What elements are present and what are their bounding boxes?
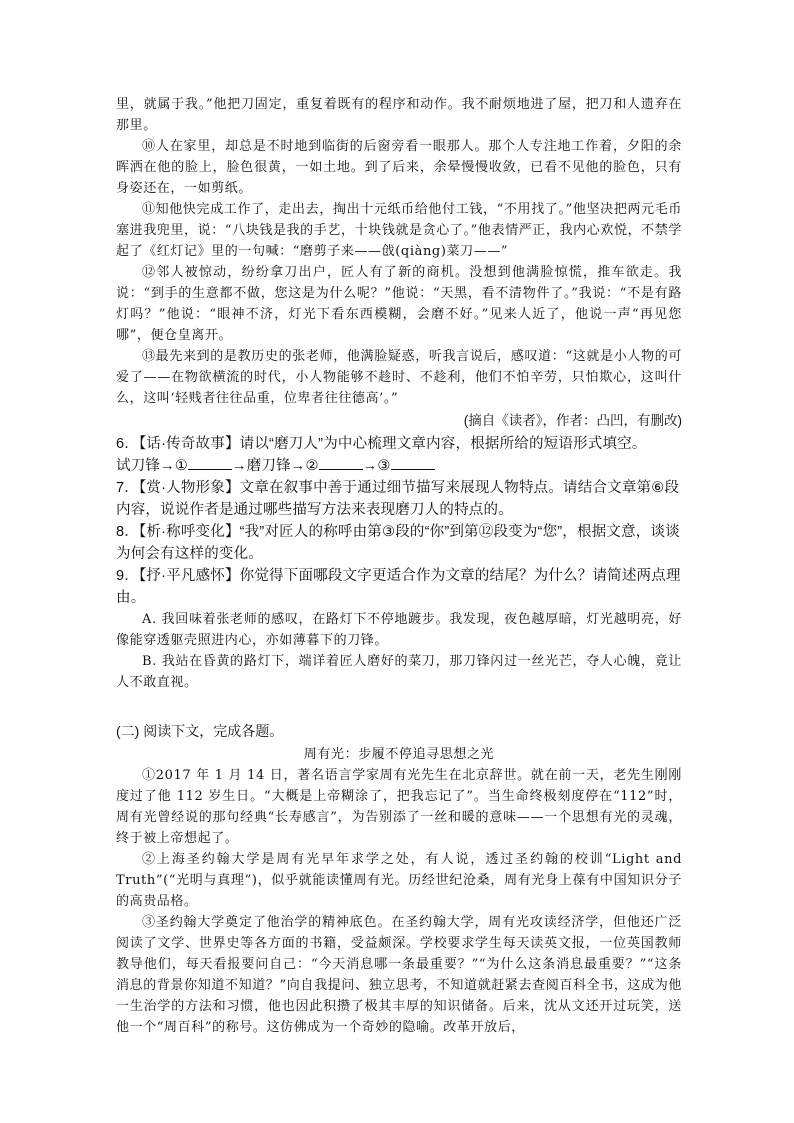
blank-3[interactable] [391,455,435,470]
question-8: 8．【析·称呼变化】“我”对匠人的称呼由第③段的“你”到第⑫段变为“您”，根据文意，谈谈为何会有这样的变化。 [116,524,680,562]
blank-1[interactable] [188,455,232,470]
passage1-para-11: ⑪知他快完成工作了，走出去，掏出十元纸币给他付工钱，“不用找了。”他坚决把两元毛币塞进我兜里，说：“八块钱是我的手艺，十块钱就是贪心了。”他表情严正，我内心欢悦，不禁学起了《红灯记》里的一句喊：“磨剪子来——戗(qiàng)菜刀——” [116,202,682,259]
question-6-chain [116,455,682,477]
section-2-header: (二) 阅读下文，完成各题。 [116,723,284,739]
passage1-source: (摘自《读者》，作者：凸凹，有删改) [463,413,682,428]
question-6: 6．【话·传奇故事】请以“磨刀人”为中心梳理文章内容，根据所给的短语形式填空。 [116,436,647,452]
question-7: 7．【赏·人物形象】文章在叙事中善于通过细节描写来展现人物特点。请结合文章第⑥段内容，说说作者是通过哪些描写方法来表现磨刀人的特点的。 [116,480,680,518]
chain-start: 试刀锋→① [116,458,188,474]
blank-2[interactable] [319,455,363,470]
section-2-para-2: ②上海圣约翰大学是周有光早年求学之处，有人说，透过圣约翰的校训“Light and Truth”(“光明与真理”)，似乎就能读懂周有光。历经世纪沧桑，周有光身上葆有中国知识分子的高贵品格。 [116,852,682,909]
section-2-para-3: ③圣约翰大学奠定了他治学的精神底色。在圣约翰大学，周有光攻读经济学，但他还广泛阅读了文学、世界史等各方面的书籍，受益颇深。学校要求学生每天读英文报，一位英国教师教导他们，每天看报要问自己：“今天消息哪一条最重要？”“为什么这条消息最重要？”“这条消息的背景你知道不知道？”向自我提问、独立思考，不知道就赶紧去查阅百科全书，这成为他一生治学的方法和习惯，他也因此积攒了极其丰厚的知识储备。后来，沈从文还开过玩笑，送他一个“周百科”的称号。这仿佛成为一个奇妙的隐喻。改革开放后， [116,915,682,1035]
section-2-title: 周有光：步履不停追寻思想之光 [303,747,495,762]
passage1-para-12: ⑫邻人被惊动，纷纷拿刀出户，匠人有了新的商机。没想到他满脸惊慌，推车欲走。我说：“到手的生意都不做，您这是为什么呢？”他说：“天黑，看不清物件了。”我说：“不是有路灯吗？”他说：“眼神不济，灯光下看东西模糊，会磨不好。”见来人近了，他说一声“再见您哪”，便仓皇离开。 [116,265,682,343]
question-9-option-b: B. 我站在昏黄的路灯下，端详着匠人磨好的菜刀，那刀锋闪过一丝光芒，夺人心魄，竟让人不敢直视。 [116,654,682,690]
section-2-para-1: ①2017 年 1 月 14 日，著名语言学家周有光先生在北京辞世。就在前一天，老先生刚刚度过了他 112 岁生日。“大概是上帝糊涂了，把我忘记了”。当生命终极刻度停在“112”时，周有光曾经说的那句经典“长寿感言”，为告别添了一丝和暖的意味——一个思想有光的灵魂，终于被上帝想起了。 [116,768,682,846]
chain-mid-2: →③ [362,458,391,474]
document-page [116,94,682,1038]
passage1-para-cont: 里，就属于我。”他把刀固定，重复着既有的程序和动作。我不耐烦地进了屋，把刀和人遗弃在那里。 [116,97,682,133]
question-9-option-a: A. 我回味着张老师的感叹，在路灯下不停地踱步。我发现，夜色越厚暗，灯光越明亮，好像能穿透躯壳照进内心，亦如薄暮下的刀锋。 [116,612,682,648]
passage1-para-10: ⑩人在家里，却总是不时地到临街的后窗旁看一眼那人。那个人专注地工作着，夕阳的余晖洒在他的脸上，脸色很黄，一如土地。到了后来，余晕慢慢收敛，已看不见他的脸色，只有身姿还在，一如剪纸。 [116,139,682,196]
passage1-para-13: ⑬最先来到的是教历史的张老师，他满脸疑惑，听我言说后，感叹道：“这就是小人物的可爱了——在物欲横流的时代，小人物能够不趁时、不趁利，他们不怕辛劳，只怕欺心，这叫什么，这叫‘轻贱者往往品重，位卑者往往德高’。” [116,349,682,406]
chain-mid-1: →磨刀锋→② [232,458,319,474]
question-9: 9．【抒·平凡感怀】你觉得下面哪段文字更适合作为文章的结尾？为什么？请简述两点理由。 [116,568,681,606]
